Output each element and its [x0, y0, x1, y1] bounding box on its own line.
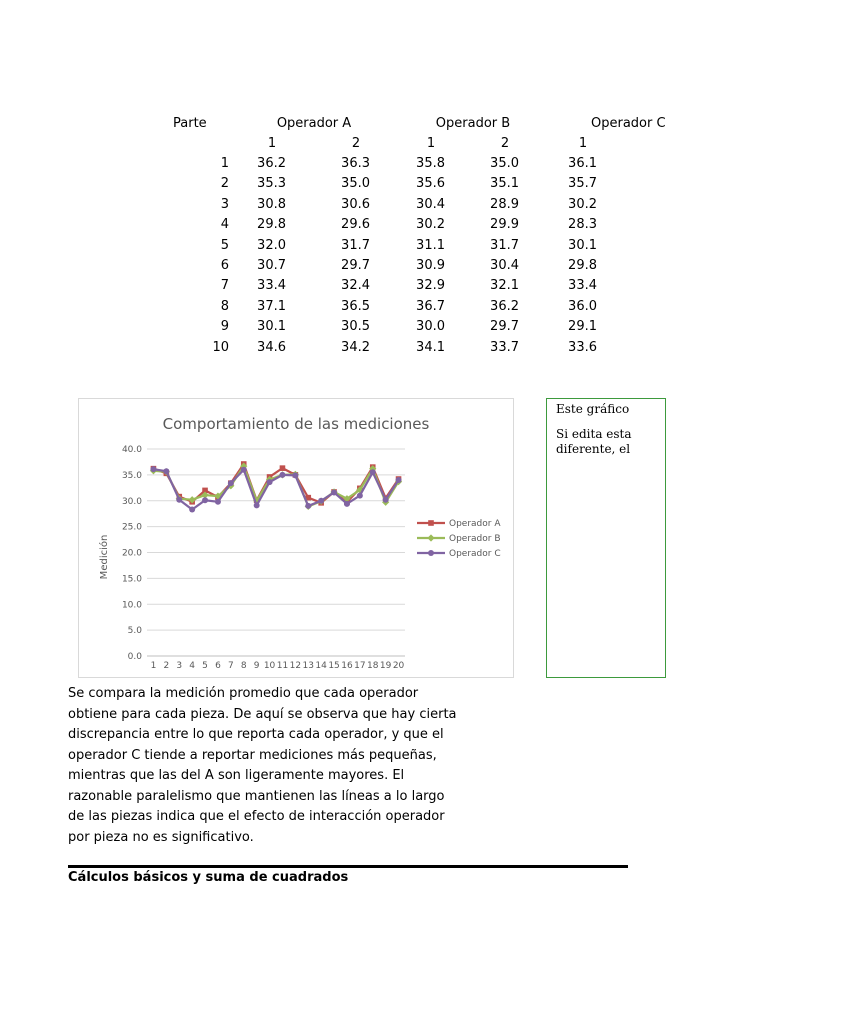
data-point — [279, 472, 285, 478]
x-tick-label: 10 — [263, 661, 276, 671]
measurement-cell: 29.9 — [490, 217, 519, 233]
x-tick-label: 3 — [176, 661, 183, 671]
x-tick-label: 7 — [227, 661, 234, 671]
part-number: 8 — [220, 298, 229, 314]
measurement-cell: 36.1 — [568, 156, 597, 171]
data-point — [254, 502, 260, 508]
part-number: 2 — [220, 176, 229, 192]
note-box — [546, 398, 666, 678]
replicate-label: 1 — [267, 136, 277, 151]
measurement-cell: 34.6 — [257, 339, 286, 355]
y-tick-label: 25.0 — [121, 522, 142, 533]
y-tick-label: 20.0 — [121, 548, 142, 559]
measurement-cell: 30.4 — [416, 196, 445, 212]
y-tick-label: 0.0 — [127, 652, 142, 662]
measurement-cell: 36.3 — [341, 156, 370, 171]
section-divider — [68, 865, 628, 868]
data-point — [331, 489, 337, 495]
x-tick-label: 18 — [367, 661, 379, 671]
data-point — [176, 497, 182, 503]
measurement-cell: 28.3 — [568, 217, 597, 233]
x-tick-label: 4 — [189, 661, 196, 671]
data-point — [357, 493, 363, 499]
data-point — [267, 479, 273, 485]
x-tick-label: 13 — [302, 661, 314, 671]
data-point — [396, 477, 402, 483]
x-axis-ticks — [151, 661, 405, 671]
section-heading: Cálculos básicos y suma de cuadrados — [68, 870, 349, 885]
y-axis-label: Medición — [99, 534, 110, 580]
note-line-2: Si edita esta — [556, 427, 632, 441]
measurement-cell: 34.1 — [416, 339, 445, 355]
y-tick-label: 5.0 — [127, 626, 142, 637]
measurement-cell: 30.2 — [568, 196, 597, 212]
line-chart — [78, 398, 514, 678]
data-point — [241, 467, 247, 473]
data-point — [215, 499, 221, 505]
measurement-cell: 30.7 — [257, 258, 286, 273]
measurement-cell: 35.3 — [257, 176, 286, 192]
x-tick-label: 9 — [253, 661, 260, 671]
measurement-cell: 29.7 — [490, 319, 519, 335]
part-number: 7 — [220, 278, 229, 294]
measurement-cell: 36.0 — [568, 298, 597, 314]
measurement-cell: 33.6 — [568, 339, 597, 355]
operator-a-header: Operador A — [276, 116, 352, 131]
data-point — [189, 507, 195, 513]
measurement-cell: 35.1 — [490, 176, 519, 192]
measurement-cell: 35.0 — [341, 176, 370, 192]
measurement-cell: 31.7 — [341, 237, 370, 253]
measurement-cell: 35.0 — [490, 156, 519, 171]
part-number: 6 — [220, 258, 229, 273]
x-tick-label: 15 — [328, 661, 340, 671]
x-tick-label: 17 — [354, 661, 366, 671]
legend-marker — [428, 550, 434, 556]
measurement-cell: 29.6 — [341, 217, 370, 233]
part-number: 10 — [212, 339, 229, 355]
legend-entry: Operador C — [449, 549, 501, 559]
data-point — [163, 468, 169, 474]
y-tick-label: 10.0 — [121, 600, 142, 611]
data-point — [344, 501, 350, 507]
y-tick-label: 15.0 — [121, 574, 142, 585]
y-tick-label: 35.0 — [121, 470, 142, 481]
data-point — [305, 503, 311, 509]
replicate-label: 2 — [351, 136, 361, 151]
x-tick-label: 16 — [341, 661, 353, 671]
measurement-cell: 36.2 — [257, 156, 286, 171]
measurement-cell: 35.8 — [416, 156, 445, 171]
measurement-cell: 30.1 — [257, 319, 286, 335]
operator-b-header: Operador B — [435, 116, 511, 131]
note-line-3: diferente, el — [556, 442, 631, 456]
part-number: 3 — [220, 196, 229, 212]
measurement-cell: 36.2 — [490, 298, 519, 314]
measurement-cell: 35.7 — [568, 176, 597, 192]
part-header: Parte — [173, 116, 207, 131]
x-tick-label: 12 — [289, 661, 302, 671]
operator-c-header: Operador C — [591, 116, 666, 131]
chart-svg — [79, 399, 515, 679]
measurement-cell: 32.4 — [341, 278, 370, 294]
measurement-cell: 30.4 — [490, 258, 519, 273]
measurement-cell: 31.1 — [416, 237, 445, 253]
measurement-cell: 35.6 — [416, 176, 445, 192]
measurement-cell: 29.8 — [257, 217, 286, 233]
x-tick-label: 1 — [150, 661, 157, 671]
replicate-label: 1 — [426, 136, 436, 151]
measurement-cell: 32.1 — [490, 278, 519, 294]
measurement-cell: 33.4 — [568, 278, 597, 294]
measurement-cell: 30.2 — [416, 217, 445, 233]
data-point — [292, 472, 298, 478]
measurement-cell: 34.2 — [341, 339, 370, 355]
data-point — [202, 497, 208, 503]
y-tick-label: 40.0 — [121, 445, 142, 455]
analysis-paragraph: Se compara la medición promedio que cada operador obtiene para cada pieza. De aquí se observa que hay cierta discrepancia entre lo que reporta cada operador, y que el operador C tiende a reportar mediciones más pequeñas, mientras que las del A son ligeramente mayores. El razonable paralelismo que mantienen las líneas a lo largo de las piezas indica que el efecto de interacción operador por pieza no es significativo. — [68, 686, 457, 845]
chart-title: Comportamiento de las mediciones — [162, 415, 430, 433]
note-line — [556, 442, 856, 457]
measurement-cell: 33.7 — [490, 339, 519, 355]
replicate-label: 2 — [500, 136, 510, 151]
measurement-cell: 36.5 — [341, 298, 370, 314]
note-line — [556, 427, 856, 442]
data-point — [228, 480, 234, 486]
replicate-label: 1 — [578, 136, 588, 151]
measurement-cell: 33.4 — [257, 278, 286, 294]
data-point — [370, 469, 376, 475]
legend-entry: Operador A — [449, 519, 501, 529]
measurement-cell: 29.7 — [341, 258, 370, 273]
measurement-cell: 36.7 — [416, 298, 445, 314]
data-point — [150, 466, 156, 472]
legend — [417, 519, 501, 559]
x-tick-label: 11 — [276, 661, 289, 671]
part-number: 9 — [220, 319, 229, 335]
measurement-cell: 30.5 — [341, 319, 370, 335]
y-axis-ticks — [122, 445, 142, 662]
x-tick-label: 5 — [202, 661, 208, 671]
note-line: Este gráfico — [556, 402, 630, 416]
part-number: 1 — [220, 156, 229, 171]
measurement-cell: 29.8 — [568, 258, 597, 273]
measurement-cell: 32.0 — [257, 237, 286, 253]
data-point — [383, 497, 389, 503]
measurement-cell: 30.0 — [416, 319, 445, 335]
x-tick-label: 2 — [163, 661, 170, 671]
part-number: 4 — [220, 217, 229, 233]
measurement-cell: 30.8 — [257, 196, 286, 212]
y-tick-label: 30.0 — [121, 496, 142, 507]
measurement-cell: 31.7 — [490, 237, 519, 253]
series-lines — [150, 461, 402, 512]
data-point — [280, 465, 286, 471]
x-tick-label: 6 — [215, 661, 221, 671]
measurement-cell: 30.9 — [416, 258, 445, 273]
measurement-cell: 28.9 — [490, 196, 519, 212]
data-point — [318, 498, 324, 504]
x-tick-label: 19 — [379, 661, 392, 671]
legend-marker — [428, 520, 434, 526]
measurement-cell: 30.6 — [341, 196, 370, 212]
measurement-cell: 37.1 — [257, 298, 286, 314]
measurement-cell: 30.1 — [568, 237, 597, 253]
measurement-cell: 29.1 — [568, 319, 597, 335]
x-tick-label: 8 — [240, 661, 247, 671]
part-number: 5 — [220, 237, 229, 253]
legend-entry: Operador B — [449, 534, 501, 544]
x-tick-label: 20 — [392, 661, 405, 671]
x-tick-label: 14 — [315, 661, 327, 671]
legend-marker — [427, 534, 434, 541]
measurement-cell: 32.9 — [416, 278, 445, 294]
